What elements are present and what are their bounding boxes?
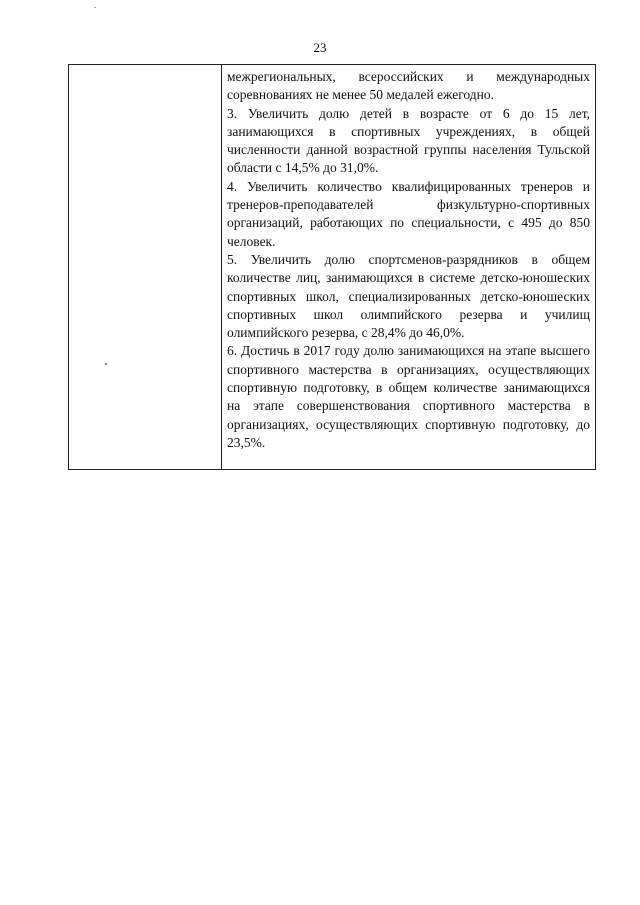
goal-paragraph-6: 6. Достичь в 2017 году долю занимающихся на этапе высшего спортивного мастерства в организациях, осуществляющих спортивную подготовку, в общем количестве занимающихся на этапе совершенствования спортивного мастерства в организациях, осуществляющих спортивную подготовку, до 23,5%.: [227, 343, 590, 450]
scan-speck: [105, 363, 107, 365]
goal-paragraph-3: 3. Увеличить долю детей в возрасте от 6 до 15 лет, занимающихся в спортивных учреждениях, в общей численности данной возрастной группы населения Тульской области с 14,5% до 31,0%.: [227, 105, 590, 176]
goal-paragraph-5: 5. Увеличить долю спортсменов-разрядников в общем количестве лиц, занимающихся в системе детско-юношеских спортивных школ, специализированных детско-юношеских спортивных школ олимпийского резерва и училищ олимпийского резерва, с 28,4% до 46,0%.: [227, 251, 590, 341]
scan-speck: [94, 7, 96, 8]
table-left-cell: [69, 65, 222, 469]
goal-paragraph-4: 4. Увеличить количество квалифицированных тренеров и тренеров-преподавателей физкультурно-спортивных организаций, работающих по специальности, с 495 до 850 человек.: [227, 178, 590, 249]
goals-table: [68, 64, 596, 470]
goal-paragraph-continuation: межрегиональных, всероссийских и международных соревнованиях не менее 50 медалей ежегодно.: [227, 69, 590, 103]
page-number: 23: [313, 40, 327, 55]
table-right-cell: [222, 65, 595, 469]
